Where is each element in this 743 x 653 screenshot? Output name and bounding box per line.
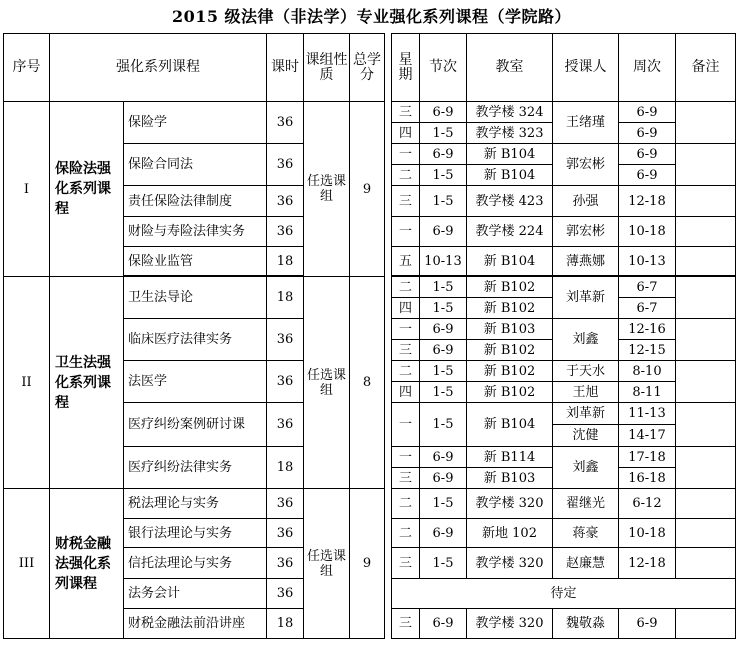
column-gap [385,34,392,639]
course-hours: 36 [267,186,304,217]
session-weeks: 17-18 [619,447,676,468]
session-weeks: 10-18 [619,217,676,247]
session-teacher: 蒋豪 [553,519,619,548]
course-name: 法务会计 [124,579,267,609]
group-nature: 任选课组 [304,489,350,639]
group-name: 财税金融法强化系列课程 [50,489,124,639]
session-weeks: 6-9 [619,165,676,186]
session-weeks: 12-18 [619,186,676,217]
notes-cell [676,489,736,519]
header-teacher: 授课人 [553,34,619,102]
session-weeks: 12-15 [619,340,676,361]
course-name: 责任保险法律制度 [124,186,267,217]
session-periods: 6-9 [420,468,467,489]
session-room: 新地 102 [467,519,553,548]
session-periods: 1-5 [420,165,467,186]
session-teacher: 刘鑫 [553,319,619,361]
course-hours: 36 [267,403,304,447]
group-seq: II [4,277,50,489]
session-teacher: 魏敬淼 [553,609,619,639]
session-periods: 1-5 [420,123,467,144]
session-periods: 6-9 [420,102,467,123]
session-day: 二 [392,489,420,519]
schedule-table [3,33,736,639]
session-day: 三 [392,102,420,123]
session-room: 新 B102 [467,361,553,382]
session-day: 三 [392,340,420,361]
session-periods: 10-13 [420,247,467,276]
course-hours: 36 [267,319,304,361]
session-weeks: 10-13 [619,247,676,276]
session-room: 教学楼 320 [467,609,553,639]
notes-cell [676,247,736,276]
course-name: 医疗纠纷案例研讨课 [124,403,267,447]
group-seq: I [4,102,50,277]
session-periods: 1-5 [420,186,467,217]
course-name: 保险合同法 [124,144,267,186]
session-room: 新 B103 [467,319,553,340]
session-periods: 6-9 [420,340,467,361]
notes-cell [676,144,736,186]
header-row [4,34,736,102]
session-room: 新 B102 [467,298,553,319]
group-credits: 8 [350,277,385,489]
notes-cell [676,609,736,639]
session-day: 一 [392,217,420,247]
course-hours: 36 [267,144,304,186]
table-row [4,102,736,123]
session-day: 一 [392,447,420,468]
session-day: 三 [392,186,420,217]
session-day: 三 [392,468,420,489]
course-name: 税法理论与实务 [124,489,267,519]
session-periods: 1-5 [420,489,467,519]
session-teacher: 刘鑫 [553,447,619,489]
page-title: 2015 级法律（非法学）专业强化系列课程（学院路） [171,7,572,26]
session-teacher: 沈健 [553,425,619,447]
table-row [4,277,736,298]
header-notes: 备注 [676,34,736,102]
course-name: 卫生法导论 [124,277,267,319]
session-teacher: 薄燕娜 [553,247,619,276]
session-teacher: 王旭 [553,382,619,403]
session-periods: 1-5 [420,548,467,579]
session-teacher: 赵廉慧 [553,548,619,579]
session-day: 三 [392,609,420,639]
notes-cell [676,319,736,361]
session-room: 教学楼 324 [467,102,553,123]
session-room: 新 B103 [467,468,553,489]
session-room: 教学楼 423 [467,186,553,217]
session-room: 新 B102 [467,340,553,361]
session-day: 五 [392,247,420,276]
session-weeks: 11-13 [619,403,676,425]
course-hours: 18 [267,609,304,639]
notes-cell [676,361,736,403]
session-periods: 1-5 [420,382,467,403]
course-hours: 36 [267,102,304,144]
session-weeks: 12-18 [619,548,676,579]
session-periods: 6-9 [420,217,467,247]
group-nature: 任选课组 [304,102,350,277]
session-room: 新 B104 [467,247,553,276]
group-credits: 9 [350,102,385,277]
session-day: 四 [392,123,420,144]
session-teacher: 郭宏彬 [553,144,619,186]
session-day: 二 [392,361,420,382]
session-periods: 6-9 [420,609,467,639]
group-seq: III [4,489,50,639]
session-teacher: 于天水 [553,361,619,382]
session-teacher: 王绪瑾 [553,102,619,144]
course-name: 医疗纠纷法律实务 [124,447,267,489]
notes-cell [676,217,736,247]
session-weeks: 6-12 [619,489,676,519]
notes-cell [676,186,736,217]
session-room: 新 B102 [467,382,553,403]
session-room: 教学楼 320 [467,489,553,519]
course-hours: 18 [267,447,304,489]
session-weeks: 10-18 [619,519,676,548]
session-periods: 6-9 [420,519,467,548]
session-weeks: 6-7 [619,298,676,319]
session-teacher: 刘革新 [553,277,619,319]
session-room: 教学楼 320 [467,548,553,579]
course-hours: 36 [267,361,304,403]
session-day: 二 [392,519,420,548]
course-name: 财税金融法前沿讲座 [124,609,267,639]
session-room: 新 B104 [467,144,553,165]
session-teacher: 孙强 [553,186,619,217]
session-room: 新 B104 [467,165,553,186]
session-periods: 6-9 [420,447,467,468]
session-periods: 6-9 [420,144,467,165]
session-weeks: 8-11 [619,382,676,403]
course-hours: 18 [267,247,304,276]
notes-cell [676,548,736,579]
table-row [4,489,736,519]
notes-cell [676,403,736,447]
session-weeks: 6-9 [619,123,676,144]
session-weeks: 14-17 [619,425,676,447]
session-day: 一 [392,144,420,165]
notes-cell [676,519,736,548]
session-day: 一 [392,403,420,447]
session-teacher: 翟继光 [553,489,619,519]
session-weeks: 6-9 [619,144,676,165]
group-credits: 9 [350,489,385,639]
session-weeks: 6-9 [619,102,676,123]
session-room: 教学楼 323 [467,123,553,144]
session-periods: 1-5 [420,298,467,319]
pending-cell: 待定 [392,579,736,609]
session-periods: 1-5 [420,361,467,382]
course-name: 银行法理论与实务 [124,519,267,548]
notes-cell [676,277,736,319]
course-hours: 18 [267,277,304,319]
course-name: 法医学 [124,361,267,403]
session-day: 一 [392,319,420,340]
session-periods: 1-5 [420,277,467,298]
header-hours: 课时 [267,34,304,102]
session-day: 四 [392,382,420,403]
session-room: 新 B102 [467,277,553,298]
header-course: 强化系列课程 [50,34,267,102]
course-name: 保险业监管 [124,247,267,276]
course-name: 财险与寿险法律实务 [124,217,267,247]
session-periods: 1-5 [420,403,467,447]
notes-cell [676,447,736,489]
header-credits: 总学分 [350,34,385,102]
course-name: 临床医疗法律实务 [124,319,267,361]
group-nature: 任选课组 [304,277,350,489]
session-weeks: 6-9 [619,609,676,639]
session-weeks: 8-10 [619,361,676,382]
session-day: 二 [392,165,420,186]
header-nature: 课组性质 [304,34,350,102]
course-hours: 36 [267,579,304,609]
header-seq: 序号 [4,34,50,102]
header-periods: 节次 [420,34,467,102]
group-name: 保险法强化系列课程 [50,102,124,277]
session-day: 三 [392,548,420,579]
session-room: 教学楼 224 [467,217,553,247]
session-weeks: 16-18 [619,468,676,489]
session-room: 新 B104 [467,403,553,447]
header-room: 教室 [467,34,553,102]
session-day: 二 [392,277,420,298]
session-room: 新 B114 [467,447,553,468]
notes-cell [676,102,736,144]
course-hours: 36 [267,217,304,247]
session-teacher: 郭宏彬 [553,217,619,247]
course-name: 信托法理论与实务 [124,548,267,579]
header-weekday: 星期 [392,34,420,102]
course-hours: 36 [267,489,304,519]
course-hours: 36 [267,548,304,579]
header-weeks: 周次 [619,34,676,102]
session-periods: 6-9 [420,319,467,340]
session-weeks: 12-16 [619,319,676,340]
session-weeks: 6-7 [619,277,676,298]
course-hours: 36 [267,519,304,548]
group-name: 卫生法强化系列课程 [50,277,124,489]
session-teacher: 刘革新 [553,403,619,425]
course-name: 保险学 [124,102,267,144]
session-day: 四 [392,298,420,319]
